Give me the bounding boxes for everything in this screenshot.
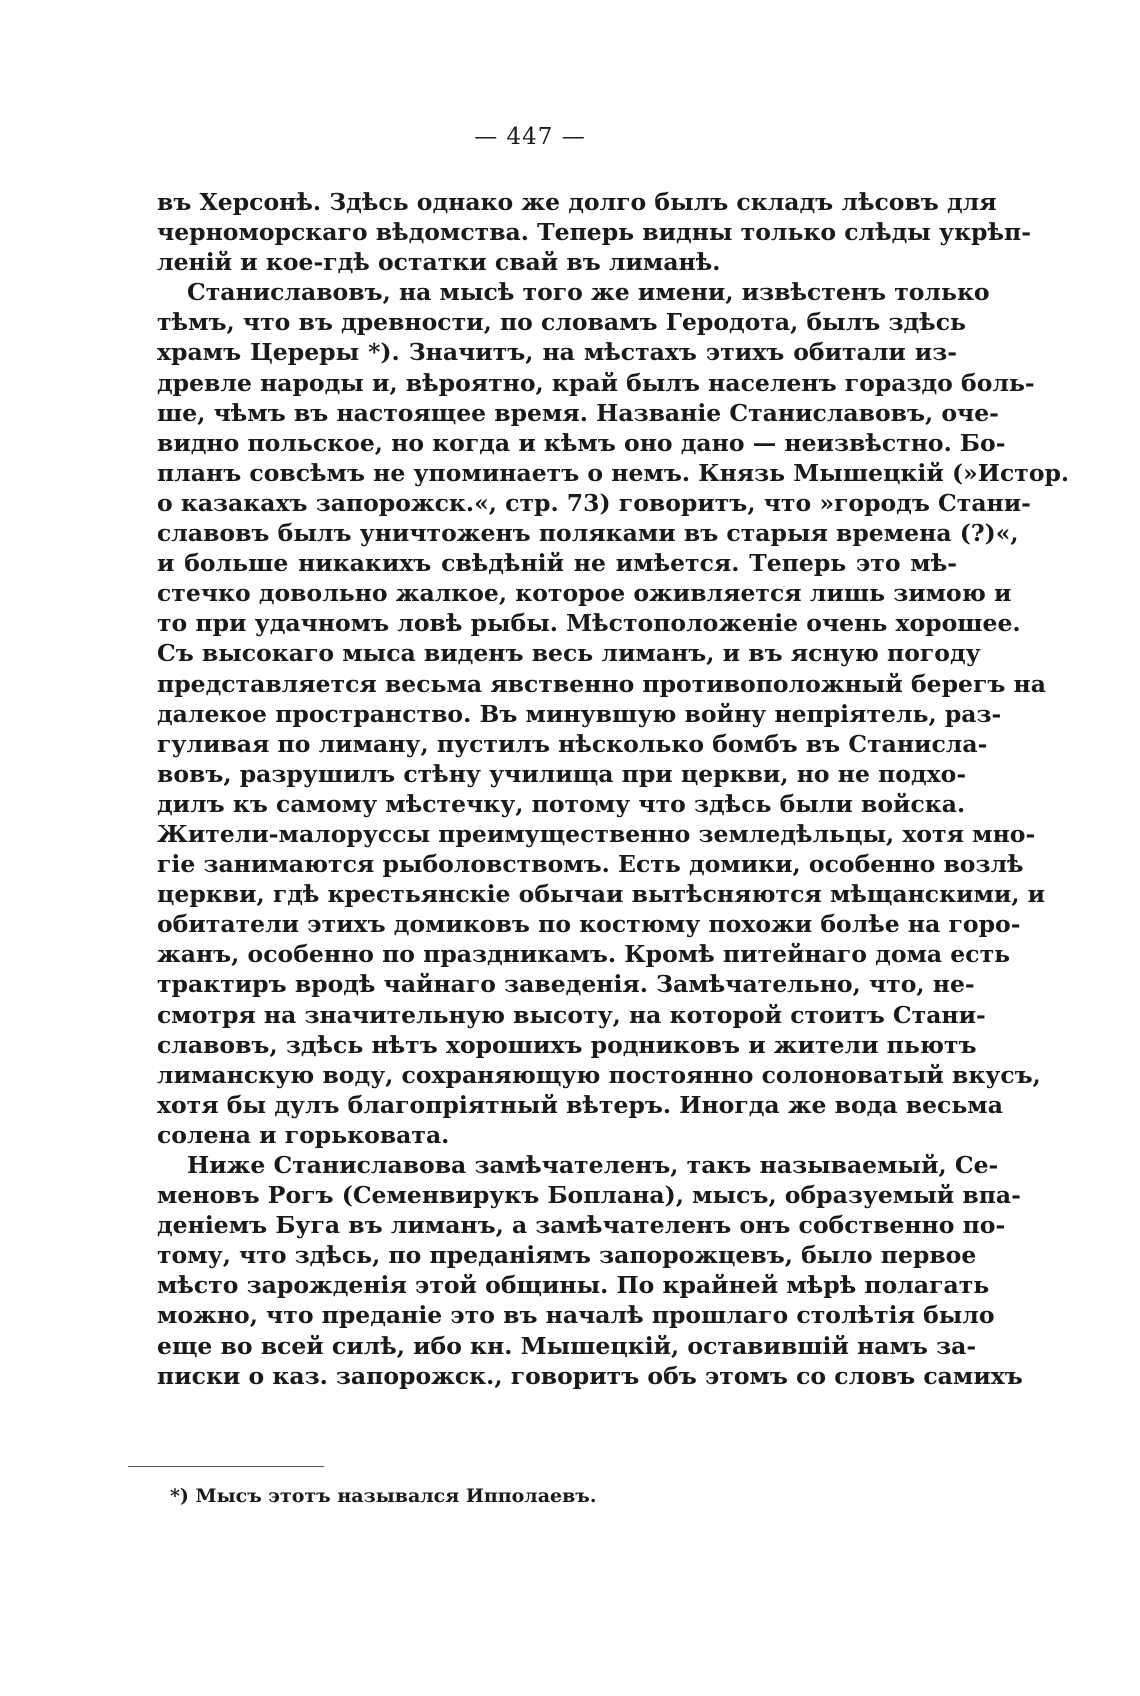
text-line: трактиръ вродѣ чайнаго заведенія. Замѣчательно, что, не-: [157, 970, 975, 999]
text-line: лиманскую воду, сохраняющую постоянно солоноватый вкусъ,: [157, 1060, 1041, 1089]
text-line: стечко довольно жалкое, которое оживляется лишь зимою и: [157, 579, 1012, 608]
text-line: еще во всей силѣ, ибо кн. Мышецкій, оставившій намъ за-: [157, 1331, 977, 1360]
text-line: въ Херсонѣ. Здѣсь однако же долго былъ складъ лѣсовъ для: [157, 188, 997, 216]
footnote: *) Мысъ этотъ назывался Ипполаевъ.: [170, 1485, 597, 1507]
text-line: обитатели этихъ домиковъ по костюму похожи болѣе на горо-: [157, 910, 1021, 939]
text-line: церкви, гдѣ крестьянскіе обычаи вытѣсняются мѣщанскими, и: [157, 880, 1046, 909]
text-line: хотя бы дулъ благопріятный вѣтеръ. Иногда же вода весьма: [157, 1090, 1003, 1119]
text-line: леній и кое-гдѣ остатки свай въ лиманѣ.: [157, 248, 721, 277]
text-line: жанъ, особенно по праздникамъ. Кромѣ питейнаго дома есть: [157, 940, 1011, 969]
text-line: видно польское, но когда и кѣмъ оно дано — неизвѣстно. Бо-: [157, 428, 1006, 457]
text-line: дилъ къ самому мѣстечку, потому что здѣсь были войска.: [157, 789, 966, 818]
page-number: — 447 —: [474, 124, 586, 150]
text-line: можно, что преданіе это въ началѣ прошлаго столѣтія было: [157, 1301, 995, 1330]
text-line: деніемъ Буга въ лиманъ, а замѣчателенъ онъ собственно по-: [157, 1211, 1006, 1240]
text-line: планъ совсѣмъ не упоминаетъ о немъ. Князь Мышецкій (»Истор.: [157, 458, 1070, 487]
text-line: храмъ Цереры *). Значитъ, на мѣстахъ этихъ обитали из-: [157, 338, 957, 367]
text-line: и больше никакихъ свѣдѣній не имѣется. Теперь это мѣ-: [157, 549, 957, 578]
text-line: о казакахъ запорожск.«, стр. 73) говоритъ, что »городъ Стани-: [157, 488, 1031, 517]
text-line: гуливая по лиману, пустилъ нѣсколько бомбъ въ Станисла-: [157, 729, 988, 758]
text-line: ше, чѣмъ въ настоящее время. Названіе Станиславовъ, оче-: [157, 398, 999, 427]
text-line: вовъ, разрушилъ стѣну училища при церкви, но не подхо-: [157, 759, 967, 788]
text-line: то при удачномъ ловѣ рыбы. Мѣстоположеніе очень хорошее.: [157, 609, 1021, 638]
text-line: солена и горьковата.: [157, 1120, 450, 1149]
text-line: славовъ былъ уничтоженъ поляками въ старыя времена (?)«,: [157, 519, 1019, 548]
text-line: писки о каз. запорожск., говоритъ объ этомъ со словъ самихъ: [157, 1361, 1023, 1390]
text-line: Ниже Станиславова замѣчателенъ, такъ называемый, Се-: [187, 1151, 999, 1179]
text-line: представляется весьма явственно противоположный берегъ на: [157, 669, 1046, 698]
text-line: древле народы и, вѣроятно, край былъ населенъ гораздо боль-: [157, 368, 1035, 397]
text-line: меновъ Рогъ (Семенвирукъ Боплана), мысъ, образуемый впа-: [157, 1181, 1021, 1210]
text-line: тому, что здѣсь, по преданіямъ запорожцевъ, было первое: [157, 1241, 977, 1270]
text-line: тѣмъ, что въ древности, по словамъ Геродота, былъ здѣсь: [157, 308, 966, 337]
text-line: смотря на значительную высоту, на которой стоитъ Стани-: [157, 1000, 986, 1029]
text-line: мѣсто зарожденія этой общины. По крайней мѣрѣ полагать: [157, 1271, 990, 1300]
text-line: Жители-малоруссы преимущественно земледѣльцы, хотя мно-: [157, 819, 1036, 848]
body-text: [157, 187, 1070, 1391]
text-line: Съ высокаго мыса виденъ весь лиманъ, и въ ясную погоду: [157, 639, 981, 668]
footnote-divider: [128, 1466, 324, 1467]
text-line: Станиславовъ, на мысѣ того же имени, извѣстенъ только: [187, 278, 990, 307]
text-line: гіе занимаются рыболовствомъ. Есть домики, особенно возлѣ: [157, 850, 1024, 879]
text-line: черноморскаго вѣдомства. Теперь видны только слѣды укрѣп-: [157, 218, 1031, 247]
text-line: славовъ, здѣсь нѣтъ хорошихъ родниковъ и жители пьютъ: [157, 1030, 977, 1059]
text-line: далекое пространство. Въ минувшую войну непріятель, раз-: [157, 699, 1002, 728]
